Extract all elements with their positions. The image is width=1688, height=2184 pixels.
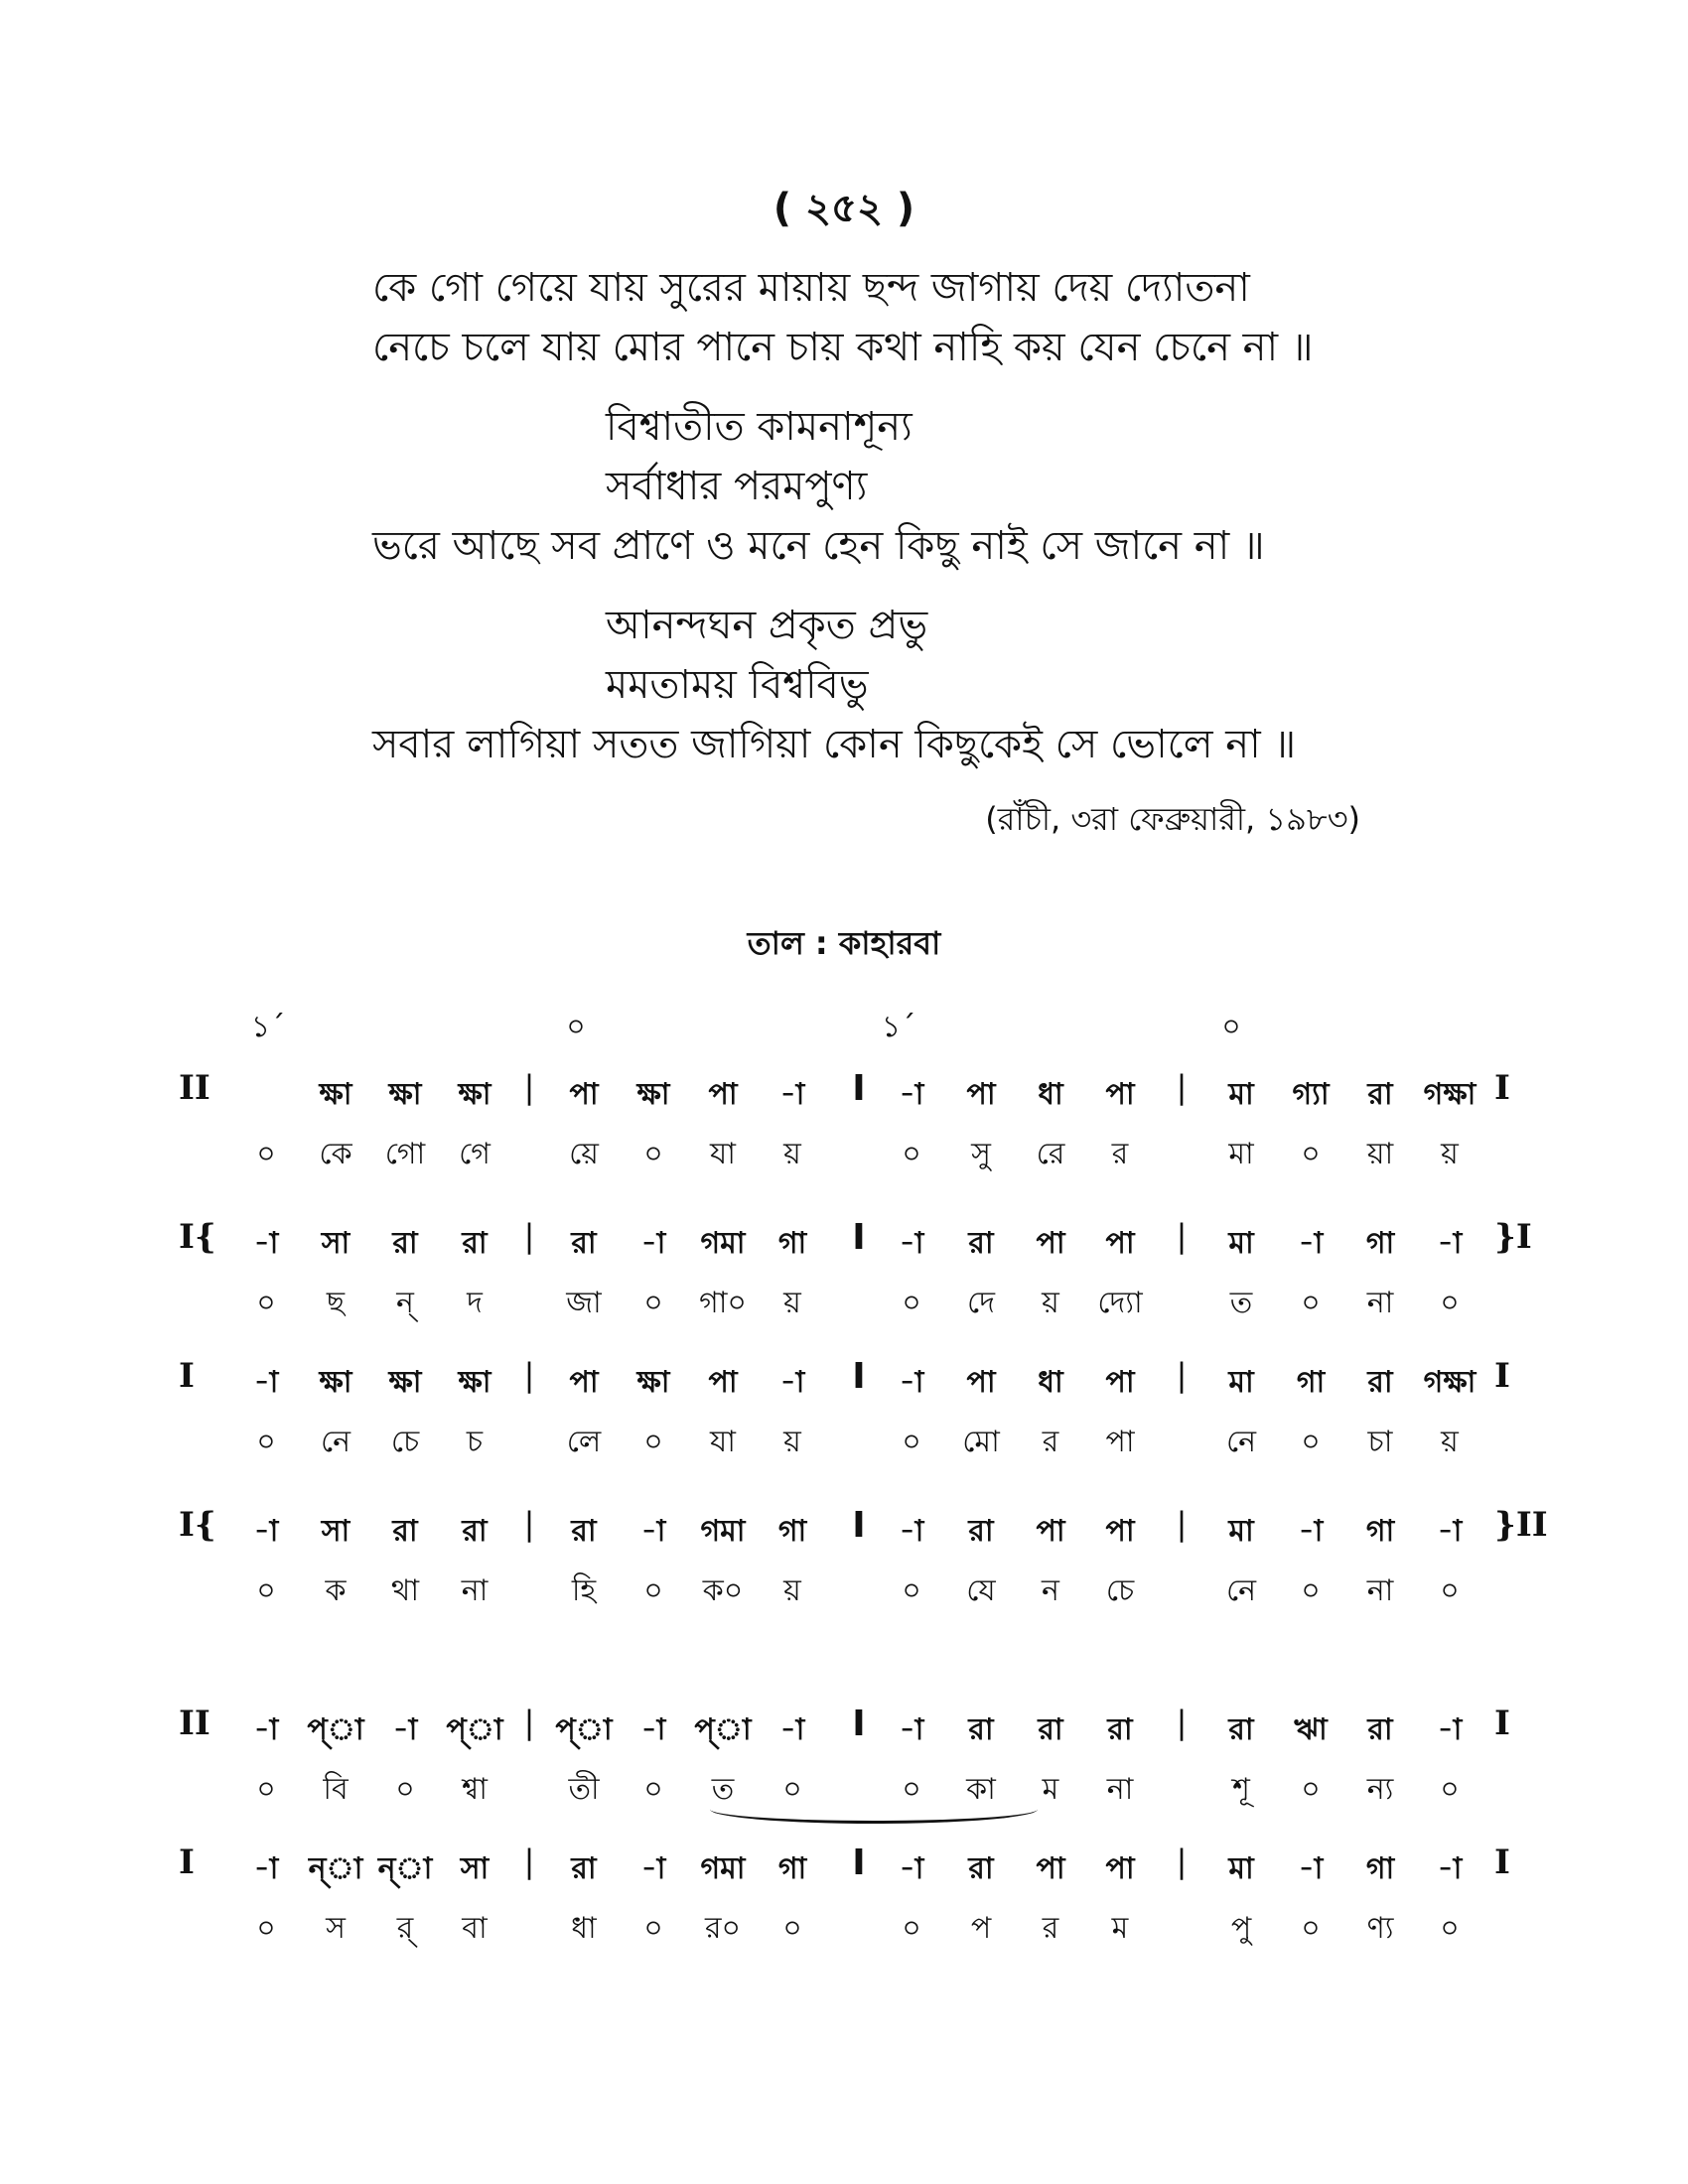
swara-note: -া (1298, 1514, 1324, 1549)
swara-note: -া (1298, 1226, 1324, 1261)
lyric-syllable: কা (966, 1772, 996, 1807)
swara-note: গমা (700, 1226, 746, 1261)
swara-note: -া (640, 1712, 666, 1747)
major-bar-line: I (852, 1356, 866, 1397)
beat-mark: ১´ (250, 1010, 286, 1044)
lyric-syllable: য়া (1366, 1137, 1394, 1171)
swara-note: ক্ষা (388, 1077, 422, 1112)
lyric-syllable: চ (466, 1425, 484, 1459)
swara-note: রা (1107, 1712, 1133, 1747)
bar-line: | (1176, 1356, 1188, 1394)
lyric-syllable: ক০ (702, 1573, 744, 1608)
lyric-syllable: স (326, 1911, 346, 1946)
lyric-syllable: ০ (1440, 1286, 1460, 1320)
lyric-syllable: ন্ (396, 1286, 414, 1320)
swara-note: ধা (1038, 1365, 1063, 1400)
swara-note: পা (569, 1077, 599, 1112)
lyric-syllable: ০ (643, 1137, 663, 1171)
lyric-syllable: গা০ (699, 1286, 747, 1320)
swara-note: রা (968, 1851, 994, 1886)
swara-note: রা (571, 1851, 597, 1886)
lyric-syllable: বি (323, 1772, 349, 1807)
swara-note: ক্ষা (319, 1077, 352, 1112)
major-bar-line: I (852, 1068, 866, 1109)
swara-note: ধা (1038, 1077, 1063, 1112)
swara-note: মা (1228, 1851, 1254, 1886)
bar-line: | (523, 1356, 535, 1394)
swara-note: -া (1437, 1851, 1463, 1886)
swara-note: রা (1038, 1712, 1063, 1747)
swara-note: ঋা (1294, 1712, 1328, 1747)
lyric-syllable: ০ (256, 1573, 276, 1608)
lyric-syllable: র (1111, 1137, 1129, 1171)
lyric-syllable: ০ (256, 1286, 276, 1320)
bar-line: | (1176, 1505, 1188, 1543)
swara-note: পা (1036, 1851, 1065, 1886)
row-end-mark: I (1494, 1068, 1510, 1108)
lyric-syllable: ০ (902, 1425, 921, 1459)
row-start-mark: II (179, 1068, 211, 1108)
lyric-syllable: ০ (782, 1772, 802, 1807)
swara-note: -া (1437, 1514, 1463, 1549)
swara-note: পা (1105, 1077, 1135, 1112)
verse-line: সবার লাগিয়া সতত জাগিয়া কোন কিছুকেই সে ভোলে না ॥ (372, 722, 1297, 767)
lyric-syllable: ম (1042, 1772, 1059, 1807)
swara-note: গা (777, 1514, 807, 1549)
beat-mark: ১´ (881, 1010, 916, 1044)
swara-note: গা (1365, 1851, 1395, 1886)
swara-note: ক্ষা (458, 1365, 492, 1400)
bar-line: | (523, 1505, 535, 1543)
bar-line: | (1176, 1704, 1188, 1741)
bar-line: | (523, 1704, 535, 1741)
bar-line: | (1176, 1217, 1188, 1255)
major-bar-line: I (852, 1843, 866, 1883)
bar-line: | (523, 1843, 535, 1880)
swara-note: -া (899, 1365, 924, 1400)
swara-note: মা (1228, 1514, 1254, 1549)
swara-note: মা (1228, 1365, 1254, 1400)
lyric-syllable: ০ (395, 1772, 415, 1807)
lyric-syllable: প (970, 1911, 992, 1946)
lyric-syllable: ০ (643, 1772, 663, 1807)
major-bar-line: I (852, 1704, 866, 1744)
lyric-syllable: দে (967, 1286, 995, 1320)
swara-note: প্া (446, 1712, 503, 1747)
lyric-syllable: ত (1229, 1286, 1253, 1320)
swara-note: পা (1105, 1514, 1135, 1549)
beat-mark: ০ (566, 1010, 586, 1044)
lyric-syllable: নে (1225, 1573, 1257, 1608)
swara-note: ন্া (308, 1851, 363, 1886)
swara-note: পা (708, 1365, 738, 1400)
verse-line: আনন্দঘন প্রকৃত প্রভু (606, 603, 928, 648)
swara-note: ক্ষা (388, 1365, 422, 1400)
lyric-syllable: বা (462, 1911, 488, 1946)
swara-note: পা (966, 1365, 996, 1400)
swara-note: -া (899, 1077, 924, 1112)
swara-note: পা (1105, 1365, 1135, 1400)
lyric-syllable: জা (566, 1286, 602, 1320)
swara-note: -া (253, 1365, 279, 1400)
lyric-syllable: গে (459, 1137, 491, 1171)
lyric-syllable: ০ (1440, 1573, 1460, 1608)
beat-mark: ০ (1221, 1010, 1241, 1044)
verse-line: নেচে চলে যায় মোর পানে চায় কথা নাহি কয় যেন চেনে না ॥ (372, 325, 1314, 370)
swara-note: পা (1036, 1514, 1065, 1549)
verse-line: বিশ্বাতীত কামনাশূন্য (606, 404, 913, 450)
swara-note: পা (569, 1365, 599, 1400)
swara-note: -া (253, 1712, 279, 1747)
swara-note: -া (899, 1712, 924, 1747)
lyric-syllable: ত (711, 1772, 735, 1807)
swara-note: -া (899, 1226, 924, 1261)
lyric-syllable: ০ (1440, 1911, 1460, 1946)
verse-line: কে গো গেয়ে যায় সুরের মায়ায় ছন্দ জাগায় দেয় দ্যোতনা (372, 265, 1250, 311)
swara-note: রা (968, 1712, 994, 1747)
lyric-syllable: ০ (256, 1911, 276, 1946)
lyric-syllable: ন্য (1366, 1772, 1394, 1807)
verse-line: মমতাময় বিশ্ববিভু (606, 662, 869, 708)
swara-note: রা (571, 1226, 597, 1261)
lyric-syllable: ছ (326, 1286, 346, 1320)
swara-note: -া (779, 1712, 805, 1747)
swara-note: রা (571, 1514, 597, 1549)
swara-note: রা (462, 1226, 488, 1261)
swara-note: রা (462, 1514, 488, 1549)
swara-note: রা (1367, 1365, 1393, 1400)
swara-note: সা (321, 1514, 351, 1549)
lyric-syllable: য় (783, 1286, 801, 1320)
swara-note: রা (1367, 1077, 1393, 1112)
lyric-syllable: থা (390, 1573, 420, 1608)
row-end-mark: }I (1494, 1217, 1532, 1257)
lyric-syllable: ন (1042, 1573, 1059, 1608)
swara-note: ক্ষা (636, 1077, 670, 1112)
swara-note: -া (779, 1077, 805, 1112)
lyric-syllable: ০ (256, 1772, 276, 1807)
swara-note: প্া (694, 1712, 752, 1747)
lyric-syllable: ০ (643, 1573, 663, 1608)
lyric-syllable: ০ (643, 1911, 663, 1946)
swara-note: গ্যা (1292, 1077, 1330, 1112)
swara-note: প্া (307, 1712, 364, 1747)
lyric-syllable: ০ (902, 1772, 921, 1807)
lyric-syllable: তী (568, 1772, 600, 1807)
lyric-syllable: র (1042, 1425, 1059, 1459)
lyric-syllable: না (461, 1573, 489, 1608)
row-start-mark: I (179, 1843, 195, 1882)
swara-note: -া (253, 1226, 279, 1261)
bar-line: | (1176, 1843, 1188, 1880)
swara-note: রা (1228, 1712, 1254, 1747)
lyric-syllable: ০ (1440, 1772, 1460, 1807)
lyric-syllable: পু (1230, 1911, 1252, 1946)
lyric-syllable: ০ (1301, 1772, 1321, 1807)
row-end-mark: I (1494, 1843, 1510, 1882)
swara-note: পা (1105, 1851, 1135, 1886)
swara-note: -া (899, 1514, 924, 1549)
swara-note: রা (1367, 1712, 1393, 1747)
lyric-syllable: ০ (1301, 1425, 1321, 1459)
lyric-syllable: য় (1441, 1137, 1459, 1171)
lyric-syllable: র০ (704, 1911, 741, 1946)
row-end-mark: I (1494, 1356, 1510, 1396)
lyric-syllable: যা (710, 1425, 736, 1459)
swara-note: -া (253, 1851, 279, 1886)
swara-note: পা (1105, 1226, 1135, 1261)
lyric-syllable: সু (971, 1137, 991, 1171)
lyric-syllable: চে (390, 1425, 420, 1459)
swara-note: -া (640, 1851, 666, 1886)
lyric-syllable: গো (384, 1137, 426, 1171)
lyric-syllable: কে (319, 1137, 352, 1171)
swara-note: গা (1365, 1514, 1395, 1549)
swara-note: গক্ষা (1423, 1365, 1477, 1400)
lyric-syllable: মো (962, 1425, 1000, 1459)
row-end-mark: I (1494, 1704, 1510, 1743)
lyric-syllable: দ্যো (1097, 1286, 1143, 1320)
swara-note: সা (460, 1851, 490, 1886)
lyric-syllable: য় (783, 1137, 801, 1171)
lyric-syllable: ণ্য (1366, 1911, 1394, 1946)
swara-note: সা (321, 1226, 351, 1261)
swara-note: গা (1365, 1226, 1395, 1261)
swara-note: -া (640, 1226, 666, 1261)
lyric-syllable: শ্বা (462, 1772, 488, 1807)
lyric-syllable: হি (571, 1573, 597, 1608)
swara-note: ক্ষা (319, 1365, 352, 1400)
bar-line: | (523, 1217, 535, 1255)
row-start-mark: I{ (179, 1505, 216, 1545)
lyric-syllable: ০ (902, 1573, 921, 1608)
swara-note: মা (1228, 1226, 1254, 1261)
lyric-syllable: ০ (902, 1137, 921, 1171)
swara-note: -া (779, 1365, 805, 1400)
lyric-syllable: ০ (643, 1425, 663, 1459)
swara-note: পা (966, 1077, 996, 1112)
lyric-syllable: য় (1441, 1425, 1459, 1459)
swara-note: রা (968, 1226, 994, 1261)
swara-note: -া (899, 1851, 924, 1886)
lyric-syllable: ০ (1301, 1137, 1321, 1171)
row-start-mark: I{ (179, 1217, 216, 1257)
lyric-syllable: র্ (396, 1911, 414, 1946)
lyric-syllable: রে (1036, 1137, 1065, 1171)
swara-note: -া (1298, 1851, 1324, 1886)
row-start-mark: II (179, 1704, 211, 1743)
lyric-syllable: ম (1111, 1911, 1129, 1946)
verse-line: সর্বাধার পরমপুণ্য (606, 464, 868, 509)
lyric-syllable: চে (1105, 1573, 1135, 1608)
tala-title: তাল : কাহারবা (747, 924, 941, 962)
swara-note: গা (1296, 1365, 1326, 1400)
swara-note: -া (1437, 1712, 1463, 1747)
swara-note: ক্ষা (458, 1077, 492, 1112)
swara-note: ন্া (377, 1851, 433, 1886)
lyric-syllable: না (1106, 1772, 1134, 1807)
row-end-mark: }II (1494, 1505, 1548, 1545)
lyric-syllable: শূ (1232, 1772, 1250, 1807)
lyric-syllable: য় (1042, 1286, 1059, 1320)
lyric-syllable: ০ (902, 1286, 921, 1320)
swara-note: গক্ষা (1423, 1077, 1477, 1112)
lyric-syllable: ০ (256, 1425, 276, 1459)
lyric-syllable: পা (1105, 1425, 1135, 1459)
swara-note: -া (253, 1514, 279, 1549)
lyric-syllable: র (1042, 1911, 1059, 1946)
lyric-syllable: ধা (571, 1911, 597, 1946)
verse-line: ভরে আছে সব প্রাণে ও মনে হেন কিছু নাই সে জানে না ॥ (372, 523, 1265, 569)
swara-note: -া (640, 1514, 666, 1549)
page-number: ( ২৫২ ) (773, 186, 915, 231)
lyric-syllable: ০ (902, 1911, 921, 1946)
bar-line: | (523, 1068, 535, 1106)
swara-note: রা (392, 1514, 418, 1549)
lyric-syllable: ০ (782, 1911, 802, 1946)
swara-note: গমা (700, 1514, 746, 1549)
slur-mark (710, 1795, 1038, 1824)
swara-note: গা (777, 1851, 807, 1886)
lyric-syllable: চা (1367, 1425, 1393, 1459)
signature-date: (রাঁচী, ৩রা ফেব্রুয়ারী, ১৯৮৩) (985, 800, 1360, 838)
swara-note: রা (392, 1226, 418, 1261)
lyric-syllable: ০ (643, 1286, 663, 1320)
swara-note: -া (392, 1712, 418, 1747)
lyric-syllable: ক (325, 1573, 347, 1608)
lyric-syllable: মা (1228, 1137, 1254, 1171)
lyric-syllable: না (1366, 1573, 1394, 1608)
swara-note: গা (777, 1226, 807, 1261)
lyric-syllable: য় (783, 1573, 801, 1608)
row-start-mark: I (179, 1356, 195, 1396)
lyric-syllable: য় (783, 1425, 801, 1459)
lyric-syllable: য়ে (569, 1137, 599, 1171)
swara-note: পা (1036, 1226, 1065, 1261)
major-bar-line: I (852, 1505, 866, 1546)
swara-note: গমা (700, 1851, 746, 1886)
lyric-syllable: ০ (1301, 1286, 1321, 1320)
lyric-syllable: লে (566, 1425, 602, 1459)
lyric-syllable: ০ (1301, 1911, 1321, 1946)
swara-note: প্া (555, 1712, 613, 1747)
lyric-syllable: যে (966, 1573, 996, 1608)
swara-note: মা (1228, 1077, 1254, 1112)
lyric-syllable: দ (467, 1286, 483, 1320)
lyric-syllable: নে (320, 1425, 352, 1459)
swara-note: রা (968, 1514, 994, 1549)
swara-note: পা (708, 1077, 738, 1112)
lyric-syllable: না (1366, 1286, 1394, 1320)
major-bar-line: I (852, 1217, 866, 1258)
lyric-syllable: ০ (256, 1137, 276, 1171)
lyric-syllable: নে (1225, 1425, 1257, 1459)
swara-note: ক্ষা (636, 1365, 670, 1400)
swara-note: -া (1437, 1226, 1463, 1261)
bar-line: | (1176, 1068, 1188, 1106)
lyric-syllable: ০ (1301, 1573, 1321, 1608)
lyric-syllable: যা (710, 1137, 736, 1171)
